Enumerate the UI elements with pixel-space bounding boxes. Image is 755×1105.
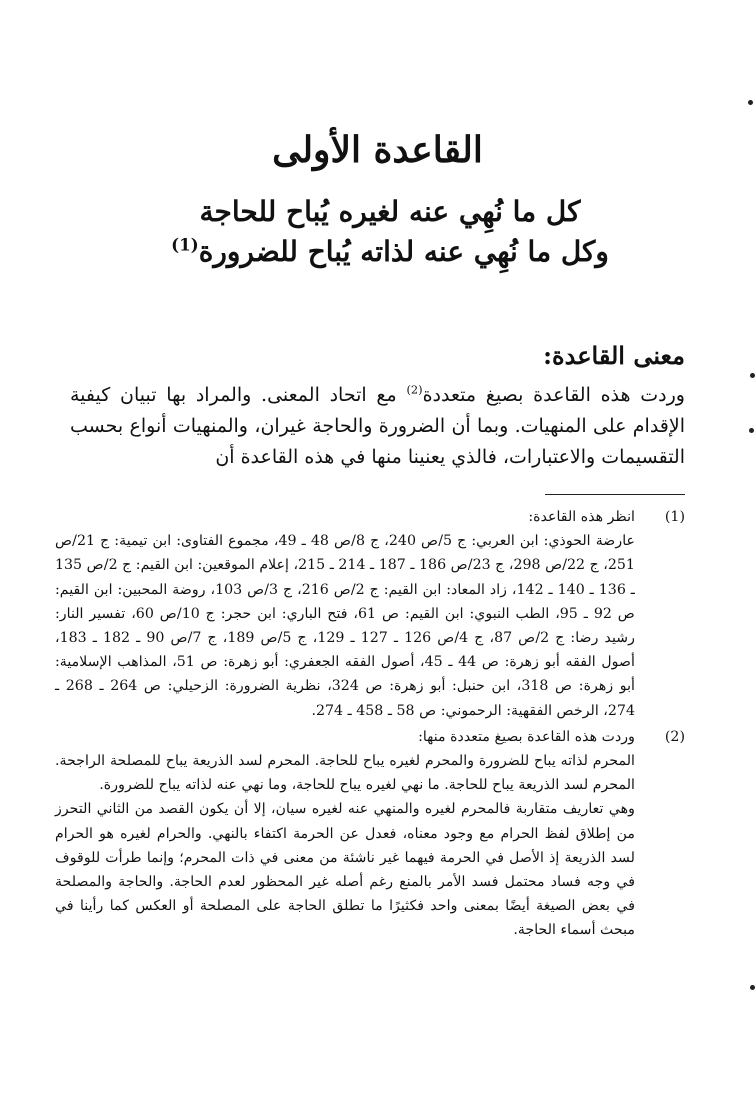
footnote-text: انظر هذه القاعدة: — [528, 509, 635, 525]
section-heading: معنى القاعدة: — [543, 341, 685, 370]
footnotes — [55, 505, 685, 943]
margin-mark — [749, 428, 754, 433]
footnote — [55, 725, 685, 943]
rule-statement-line-2: وكل ما نُهِي عنه لذاته يُباح للضرورة$^{(1)}$ — [171, 234, 609, 268]
footnote-text: المحرم لذاته يباح للضرورة والمحرم لغيره يباح للحاجة. المحرم لسد الذريعة يباح للمصلحة الراجحة. المحرم لسد الذريعة يباح للحاجة. ما نهي لغيره يباح للحاجة، وما نهي عنه لذاته يباح للضرورة. — [55, 753, 635, 794]
body-paragraph: وردت هذه القاعدة بصيغ متعددة$^{(2)}$ مع اتحاد المعنى. والمراد بها تبيان كيفية الإقدام على المنهيات. وبما أن الضرورة والحاجة غيران، والمنهيات أنواع بحسب التقسيمات والاعتبارات، فالذي يعنينا منها في هذه القاعدة أن — [70, 382, 685, 468]
margin-mark — [750, 985, 755, 990]
footnote-number: (1) — [664, 509, 685, 525]
footnote-ref: (1) — [171, 234, 199, 255]
footnote-text: وردت هذه القاعدة بصيغ متعددة منها: — [418, 728, 635, 745]
rule-statement-line-1: كل ما نُهِي عنه لغيره يُباح للحاجة — [199, 195, 581, 228]
footnote-text: وهي تعاريف متقاربة فالمحرم لغيره والمنهي عنه لغيره سيان، إلا أن يكون القصد من الثاني التحرز من إطلاق لفظ الحرام مع وجود معناه، فعدل عن الحرمة اكتفاء بالنهي. والحرام لغيره هو الحرام لسد الذريعة إذ الأصل في الحرمة فيهما غير ناشئة من معنى في ذات المحرم؛ وإنما طرأت للوقوف في وجه فساد محتمل فسد الأمر بالمنع رغم أصله غير المحظور لعدم الحاجة. والحاجة والمصلحة في بعض الصيغة أيضًا بمعنى واحد فكثيرًا ما تطلق الحاجة على المصلحة أو العكس كما رأينا في مبحث أسماء الحاجة. — [55, 801, 635, 939]
footnote-text: عارضة الحوذي: ابن العربي: ج 5/ص 240، ج 8/ص 48 ـ 49، مجموع الفتاوى: ابن تيمية: ج 21/ص 251، ج 22/ص 298، ج 23/ص 186 ـ 187 ـ 214 ـ 215، إعلام الموقعين: ابن القيم: ج 2/ص 135 ـ 136 ـ 140 ـ 142، زاد المعاد: ابن القيم: ج 2/ص 216، ج 3/ص 103، روضة المحبين: ابن القيم: ص 92 ـ 95، الطب النبوي: ابن القيم: ص 61، فتح الباري: ابن حجر: ج 10/ص 60، تفسير النار: رشيد رضا: ج 2/ص 87، ج 4/ص 126 ـ 127 ـ 129، ج 5/ص 189، ج 7/ص 90 ـ 182 ـ 183، أصول الفقه أبو زهرة: ص 44 ـ 45، أصول الفقه الجعفري: أبو زهرة: ص 51، المذاهب الإسلامية: أبو زهرة: ص 318، ابن حنبل: أبو زهرة: ص 324، نظرية الضرورة: الزحيلي: ص 264 ـ 268 ـ 274، الرخص الفقهية: الرحموني: ص 58 ـ 458 ـ 274. — [55, 533, 635, 719]
footnote-number: (2) — [664, 728, 685, 745]
footnote-separator — [545, 494, 685, 495]
rule-title: القاعدة الأولى — [272, 129, 483, 171]
margin-mark — [748, 100, 753, 105]
footnote — [55, 505, 685, 723]
margin-mark — [750, 373, 755, 378]
footnote-ref: (2) — [406, 382, 423, 397]
